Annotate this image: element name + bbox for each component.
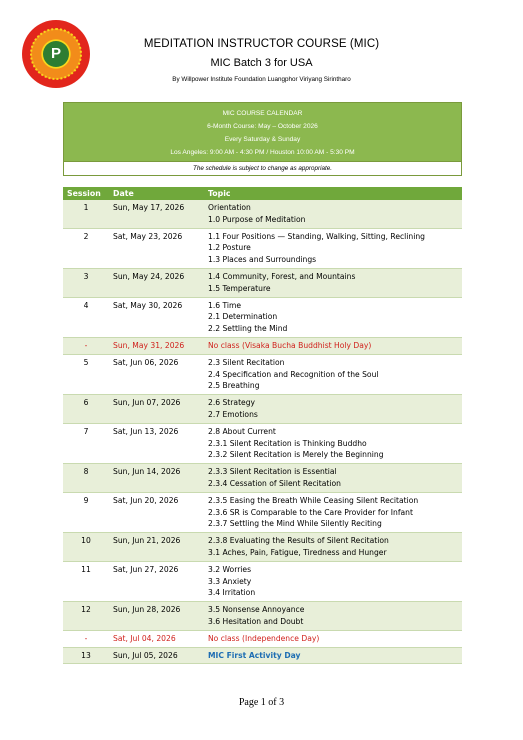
- date-cell: Sun, Jun 14, 2026: [109, 464, 204, 493]
- table-row: [63, 630, 462, 647]
- table-row: [63, 464, 462, 493]
- table-row: [63, 423, 462, 463]
- topic-line: No class (Independence Day): [208, 633, 320, 643]
- topic-line: No class (Visaka Bucha Buddhist Holy Day): [208, 340, 372, 350]
- topic-cell: [204, 395, 462, 424]
- topic-line: 3.5 Nonsense Annoyance: [208, 605, 305, 615]
- topic-cell: [204, 630, 462, 647]
- page-number: Page 1 of 3: [238, 697, 285, 708]
- topic-line: 2.4 Specification and Recognition of the Soul: [208, 369, 379, 379]
- session-cell: 9: [63, 492, 109, 532]
- topic-cell: [204, 354, 462, 394]
- topic-line: 2.3.7 Settling the Mind While Silently Reciting: [208, 519, 382, 529]
- date-cell: Sat, Jun 13, 2026: [109, 423, 204, 463]
- session-cell: 10: [63, 533, 109, 562]
- topic-line: 1.2 Posture: [208, 243, 251, 253]
- date-cell: Sat, May 30, 2026: [109, 297, 204, 337]
- topic-cell: [204, 297, 462, 337]
- topic-line: 2.7 Emotions: [208, 409, 258, 419]
- table-row: [63, 533, 462, 562]
- topic-line: 2.2 Settling the Mind: [208, 324, 288, 334]
- table-row: [63, 602, 462, 631]
- topic-line: 2.3.8 Evaluating the Results of Silent Recitation: [208, 536, 389, 546]
- calendar-times: Los Angeles: 9:00 AM - 4:30 PM / Houston 10:00 AM - 5:30 PM: [170, 149, 355, 156]
- session-cell: 8: [63, 464, 109, 493]
- table-row: [63, 354, 462, 394]
- session-cell: -: [63, 630, 109, 647]
- topic-line: MIC First Activity Day: [208, 650, 301, 660]
- document-subtitle: MIC Batch 3 for USA: [210, 57, 313, 69]
- topic-line: 2.3.1 Silent Recitation is Thinking Buddho: [208, 438, 367, 448]
- topic-line: 3.3 Anxiety: [208, 576, 252, 586]
- topic-line: 2.5 Breathing: [208, 381, 260, 391]
- topic-cell: [204, 647, 462, 664]
- document-byline: By Willpower Institute Foundation Luangphor Viriyang Sirintharo: [172, 76, 351, 83]
- topic-cell: [204, 492, 462, 532]
- date-cell: Sat, Jun 06, 2026: [109, 354, 204, 394]
- topic-line: 2.3.2 Silent Recitation is Merely the Beginning: [208, 450, 384, 460]
- topic-line: Orientation: [208, 203, 251, 212]
- course-calendar-box: [63, 102, 462, 176]
- logo-letter: P: [43, 41, 69, 67]
- session-cell: 13: [63, 647, 109, 664]
- date-cell: Sun, Jun 07, 2026: [109, 395, 204, 424]
- topic-cell: [204, 268, 462, 297]
- table-row: [63, 337, 462, 354]
- schedule-body: [63, 200, 462, 664]
- date-cell: Sun, Jul 05, 2026: [109, 647, 204, 664]
- topic-line: 2.3 Silent Recitation: [208, 357, 285, 367]
- topic-line: 1.1 Four Positions — Standing, Walking, Sitting, Reclining: [208, 231, 425, 241]
- date-cell: Sun, Jun 21, 2026: [109, 533, 204, 562]
- date-cell: Sun, Jun 28, 2026: [109, 602, 204, 631]
- session-cell: 7: [63, 423, 109, 463]
- date-cell: Sun, May 24, 2026: [109, 268, 204, 297]
- topic-line: 1.3 Places and Surroundings: [208, 255, 317, 265]
- calendar-heading: MIC COURSE CALENDAR: [222, 110, 303, 117]
- table-row: [63, 297, 462, 337]
- session-cell: 11: [63, 561, 109, 601]
- session-cell: 1: [63, 200, 109, 228]
- topic-line: 3.6 Hesitation and Doubt: [208, 616, 304, 626]
- date-cell: Sun, May 31, 2026: [109, 337, 204, 354]
- date-cell: Sat, Jul 04, 2026: [109, 630, 204, 647]
- calendar-days: Every Saturday & Sunday: [224, 136, 301, 143]
- column-header-topic: Topic: [204, 187, 462, 200]
- date-cell: Sat, Jun 27, 2026: [109, 561, 204, 601]
- topic-line: 2.3.6 SR is Comparable to the Care Provider for Infant: [208, 507, 413, 517]
- session-cell: 12: [63, 602, 109, 631]
- session-cell: -: [63, 337, 109, 354]
- session-cell: 5: [63, 354, 109, 394]
- table-row: [63, 647, 462, 664]
- topic-line: 3.2 Worries: [208, 564, 252, 574]
- column-header-date: Date: [109, 187, 204, 200]
- calendar-duration: 6-Month Course: May – October 2026: [207, 123, 318, 130]
- topic-line: 1.5 Temperature: [208, 283, 271, 293]
- topic-line: 3.1 Aches, Pain, Fatigue, Tiredness and Hunger: [208, 547, 387, 557]
- topic-line: 1.0 Purpose of Meditation: [208, 214, 306, 224]
- session-cell: 3: [63, 268, 109, 297]
- document-title: MEDITATION INSTRUCTOR COURSE (MIC): [143, 38, 380, 50]
- table-row: [63, 561, 462, 601]
- topic-cell: [204, 228, 462, 268]
- schedule-header-row: [63, 187, 462, 200]
- calendar-band: [64, 103, 461, 161]
- session-cell: 2: [63, 228, 109, 268]
- topic-cell: [204, 602, 462, 631]
- date-cell: Sat, Jun 20, 2026: [109, 492, 204, 532]
- topic-cell: [204, 464, 462, 493]
- schedule-table: [63, 187, 462, 664]
- topic-line: 1.4 Community, Forest, and Mountains: [208, 271, 356, 281]
- session-cell: 6: [63, 395, 109, 424]
- session-cell: 4: [63, 297, 109, 337]
- topic-line: 1.6 Time: [208, 300, 242, 310]
- topic-line: 3.4 Irritation: [208, 588, 256, 598]
- topic-line: 2.3.5 Easing the Breath While Ceasing Silent Recitation: [208, 495, 419, 505]
- topic-cell: [204, 200, 462, 228]
- topic-cell: [204, 337, 462, 354]
- column-header-session: Session: [63, 187, 109, 200]
- topic-line: 2.1 Determination: [208, 312, 278, 322]
- table-row: [63, 492, 462, 532]
- topic-cell: [204, 423, 462, 463]
- topic-line: 2.8 About Current: [208, 426, 276, 436]
- schedule-note: The schedule is subject to change as appropriate.: [64, 161, 461, 175]
- table-row: [63, 228, 462, 268]
- topic-line: 2.3.4 Cessation of Silent Recitation: [208, 478, 341, 488]
- table-row: [63, 200, 462, 228]
- topic-line: 2.6 Strategy: [208, 398, 256, 408]
- date-cell: Sun, May 17, 2026: [109, 200, 204, 228]
- topic-cell: [204, 561, 462, 601]
- date-cell: Sat, May 23, 2026: [109, 228, 204, 268]
- table-row: [63, 268, 462, 297]
- topic-cell: [204, 533, 462, 562]
- topic-line: 2.3.3 Silent Recitation is Essential: [208, 467, 337, 477]
- table-row: [63, 395, 462, 424]
